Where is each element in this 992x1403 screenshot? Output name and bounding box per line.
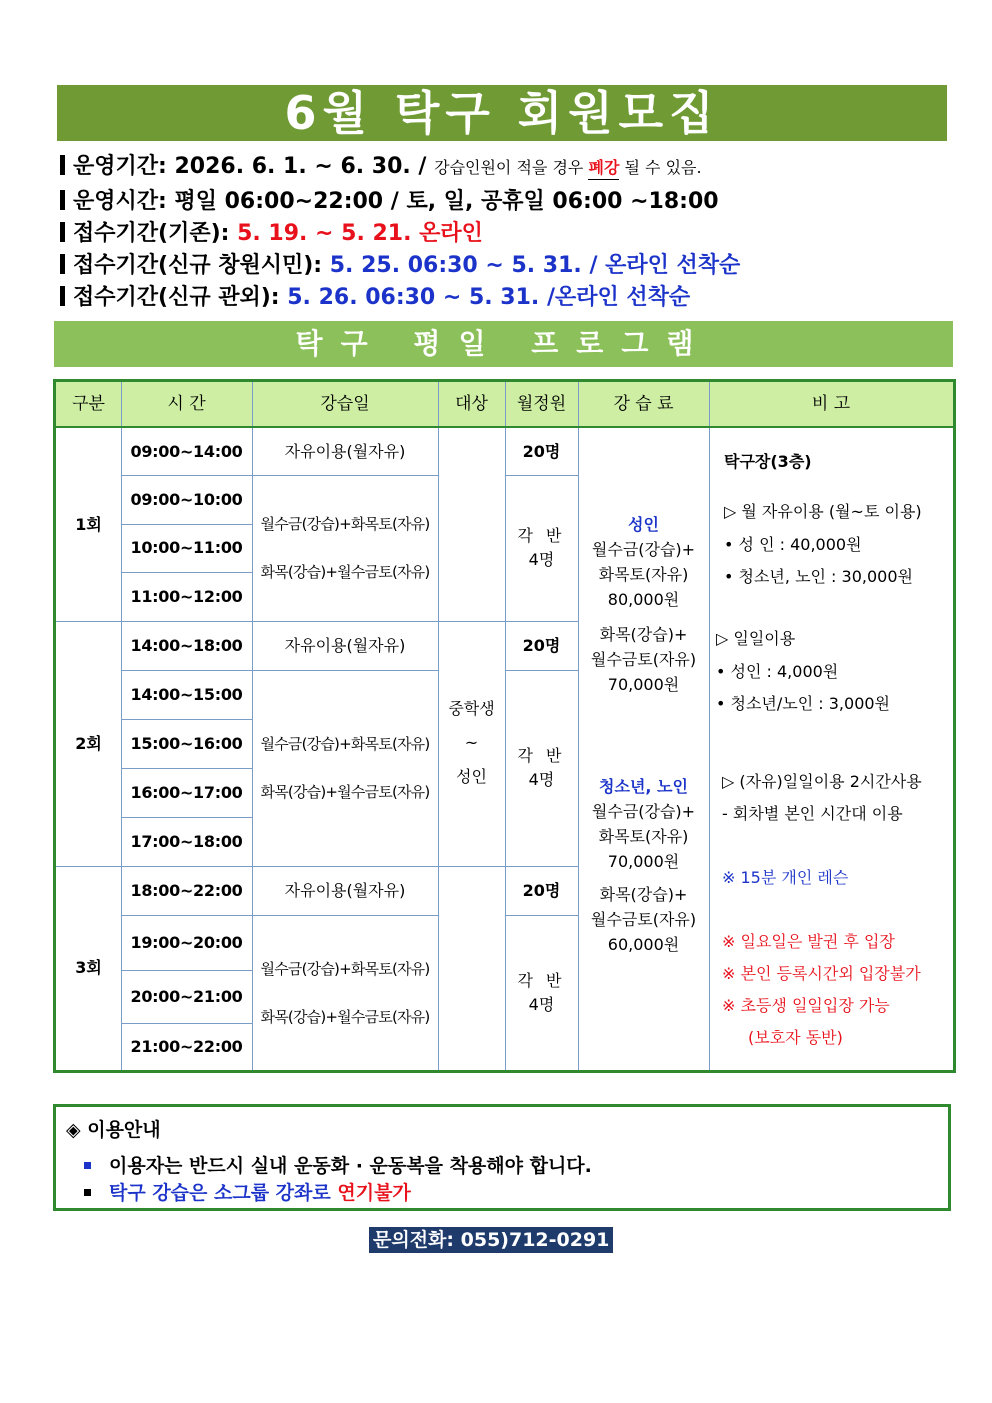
fee-option: 월수금토(자유) xyxy=(590,650,697,669)
period-note: 강습인원이 적을 경우 xyxy=(434,158,589,177)
header-lesson-days: 강습일 xyxy=(252,382,438,426)
guide-line-1 xyxy=(84,1151,592,1178)
lesson-option-a: 월수금(강습)+화목토(자유) xyxy=(260,515,430,533)
fee-option: 화목토(자유) xyxy=(598,827,689,846)
session-3: 3회 xyxy=(75,958,102,977)
capacity-lesson xyxy=(505,670,578,866)
time-slot: 10:00~11:00 xyxy=(130,538,243,557)
free-use-label: 자유이용(월자유) xyxy=(284,635,406,655)
guide-line-1-text: 이용자는 반드시 실내 운동화 · 운동복을 착용해야 합니다. xyxy=(109,1155,592,1177)
page-title: 6월 탁구 회원모집 xyxy=(57,85,947,141)
registration-new-changwon xyxy=(60,251,960,281)
note-daily-adult: • 성인 : 4,000원 xyxy=(716,662,839,681)
note-daily-free-sub: - 회차별 본인 시간대 이용 xyxy=(722,804,903,823)
fee-price: 60,000원 xyxy=(607,935,680,954)
note-daily-free: ▷ (자유)일일이용 2시간사용 xyxy=(722,772,922,791)
lesson-days-3 xyxy=(252,915,438,1070)
time-slot: 15:00~16:00 xyxy=(130,733,243,753)
time-slot: 21:00~22:00 xyxy=(130,1036,243,1056)
fee-youth xyxy=(578,774,709,957)
fee-option: 화목(강습)+ xyxy=(599,885,688,904)
time-slot: 14:00~18:00 xyxy=(130,635,243,655)
operation-hours xyxy=(60,187,960,217)
fee-option: 월수금(강습)+ xyxy=(591,802,696,821)
note-warning-guardian: (보호자 동반) xyxy=(748,1028,843,1047)
fee-option: 월수금(강습)+ xyxy=(591,540,696,559)
target-from: 중학생 xyxy=(448,699,495,718)
capacity-each: 각 반 xyxy=(517,970,566,990)
note-warning-children: ※ 초등생 일일입장 가능 xyxy=(722,996,890,1015)
guide-line-2-red: 연기불가 xyxy=(337,1182,411,1204)
fee-price: 80,000원 xyxy=(607,590,680,609)
free-use-label: 자유이용(월자유) xyxy=(284,880,406,900)
target-tilde: ~ xyxy=(464,733,479,752)
note-daily: ▷ 일일이용 xyxy=(716,629,796,648)
registration-new-outside xyxy=(60,283,960,313)
note-monthly-youth: • 청소년, 노인 : 30,000원 xyxy=(724,567,913,586)
usage-guide xyxy=(53,1104,951,1211)
reg-outside-label: 접수기간(신규 관외): xyxy=(73,285,288,310)
bullet-square-icon xyxy=(84,1162,91,1169)
lesson-days-2 xyxy=(252,670,438,866)
time-slot: 17:00~18:00 xyxy=(130,831,243,851)
reg-existing-label: 접수기간(기존): xyxy=(73,221,238,246)
reg-changwon-label: 접수기간(신규 창원시민): xyxy=(73,253,330,278)
header-time: 시 간 xyxy=(121,382,252,426)
registration-existing xyxy=(60,219,960,249)
capacity-count: 4명 xyxy=(528,770,555,789)
fee-option: 월수금토(자유) xyxy=(590,910,697,929)
lesson-option-b: 화목(강습)+월수금토(자유) xyxy=(260,783,430,801)
free-use-label: 자유이용(월자유) xyxy=(284,441,406,461)
reg-outside-value: 5. 26. 06:30 ~ 5. 31. /온라인 선착순 xyxy=(287,285,691,310)
lesson-option-a: 월수금(강습)+화목토(자유) xyxy=(260,959,430,978)
guide-title: ◈ 이용안내 xyxy=(66,1119,161,1141)
target-to: 성인 xyxy=(456,767,487,786)
time-slot: 11:00~12:00 xyxy=(130,586,243,606)
capacity-count: 4명 xyxy=(528,994,555,1014)
capacity-count: 4명 xyxy=(528,550,555,569)
fee-youth-label: 청소년, 노인 xyxy=(599,777,688,796)
time-slot: 19:00~20:00 xyxy=(130,932,243,952)
closure-word: 폐강 xyxy=(588,158,619,180)
fee-adult-label: 성인 xyxy=(628,515,659,534)
session-1: 1회 xyxy=(75,514,102,534)
time-slot: 14:00~15:00 xyxy=(130,684,243,704)
capacity-each: 각 반 xyxy=(517,526,566,545)
fee-price: 70,000원 xyxy=(607,852,680,871)
capacity-lesson xyxy=(505,475,578,621)
grid-line xyxy=(709,382,710,1070)
header-fee: 강 습 료 xyxy=(578,382,709,426)
period-value: 2026. 6. 1. ~ 6. 30. / xyxy=(174,154,435,179)
time-slot: 20:00~21:00 xyxy=(130,986,243,1006)
program-table xyxy=(53,379,956,1073)
note-monthly: ▷ 월 자유이용 (월~토 이용) xyxy=(724,502,922,521)
note-place: 탁구장(3층) xyxy=(724,452,812,471)
bullet-bar xyxy=(60,190,65,210)
guide-line-2 xyxy=(84,1178,411,1205)
time-slot: 16:00~17:00 xyxy=(130,782,243,802)
contact-phone: 문의전화: 055)712-0291 xyxy=(369,1227,613,1253)
time-slot: 09:00~10:00 xyxy=(130,489,243,509)
guide-line-2-text: 탁구 강습은 소그룹 강좌로 xyxy=(109,1182,338,1204)
reg-existing-value: 5. 19. ~ 5. 21. 온라인 xyxy=(237,221,483,246)
hours-text: 운영시간: 평일 06:00~22:00 / 토, 일, 공휴일 06:00 ~18:00 xyxy=(73,189,719,214)
session-2: 2회 xyxy=(75,733,102,753)
fee-adult xyxy=(578,512,709,697)
lesson-option-b: 화목(강습)+월수금토(자유) xyxy=(260,563,430,581)
time-slot: 09:00~14:00 xyxy=(130,441,243,461)
note-daily-youth: • 청소년/노인 : 3,000원 xyxy=(716,694,891,713)
bullet-bar xyxy=(60,155,65,175)
note-warning-time: ※ 본인 등록시간외 입장불가 xyxy=(722,964,921,983)
note-private-lesson: ※ 15분 개인 레슨 xyxy=(722,868,849,887)
lesson-days-1 xyxy=(252,475,438,621)
lesson-option-b: 화목(강습)+월수금토(자유) xyxy=(260,1007,430,1026)
header-target: 대상 xyxy=(438,382,505,426)
capacity-free: 20명 xyxy=(522,880,561,900)
fee-option: 화목토(자유) xyxy=(598,565,689,584)
target-age xyxy=(438,670,505,816)
lesson-option-a: 월수금(강습)+화목토(자유) xyxy=(260,735,430,753)
period-label: 운영기간: xyxy=(73,154,175,179)
program-subtitle xyxy=(54,321,953,367)
capacity-each: 각 반 xyxy=(517,746,566,765)
capacity-free: 20명 xyxy=(522,441,561,461)
bullet-bar xyxy=(60,222,65,242)
bullet-bar xyxy=(60,254,65,274)
bullet-bar xyxy=(60,286,65,306)
header-remarks: 비 고 xyxy=(709,382,953,426)
note-monthly-adult: • 성 인 : 40,000원 xyxy=(724,535,862,554)
period-note-end: 될 수 있음. xyxy=(619,158,702,177)
fee-option: 화목(강습)+ xyxy=(599,625,688,644)
reg-changwon-value: 5. 25. 06:30 ~ 5. 31. / 온라인 선착순 xyxy=(329,253,741,278)
grid-line xyxy=(578,382,579,1070)
time-slot: 18:00~22:00 xyxy=(130,880,243,900)
subtitle-text: 탁구 평일 프로그램 xyxy=(295,327,712,360)
capacity-lesson xyxy=(505,915,578,1070)
operation-period xyxy=(60,152,960,183)
header-capacity: 월정원 xyxy=(505,382,578,426)
bullet-square-icon xyxy=(84,1189,91,1196)
fee-price: 70,000원 xyxy=(607,675,680,694)
capacity-free: 20명 xyxy=(522,635,561,655)
header-category: 구분 xyxy=(56,382,121,426)
note-warning-sunday: ※ 일요일은 발권 후 입장 xyxy=(722,932,895,951)
